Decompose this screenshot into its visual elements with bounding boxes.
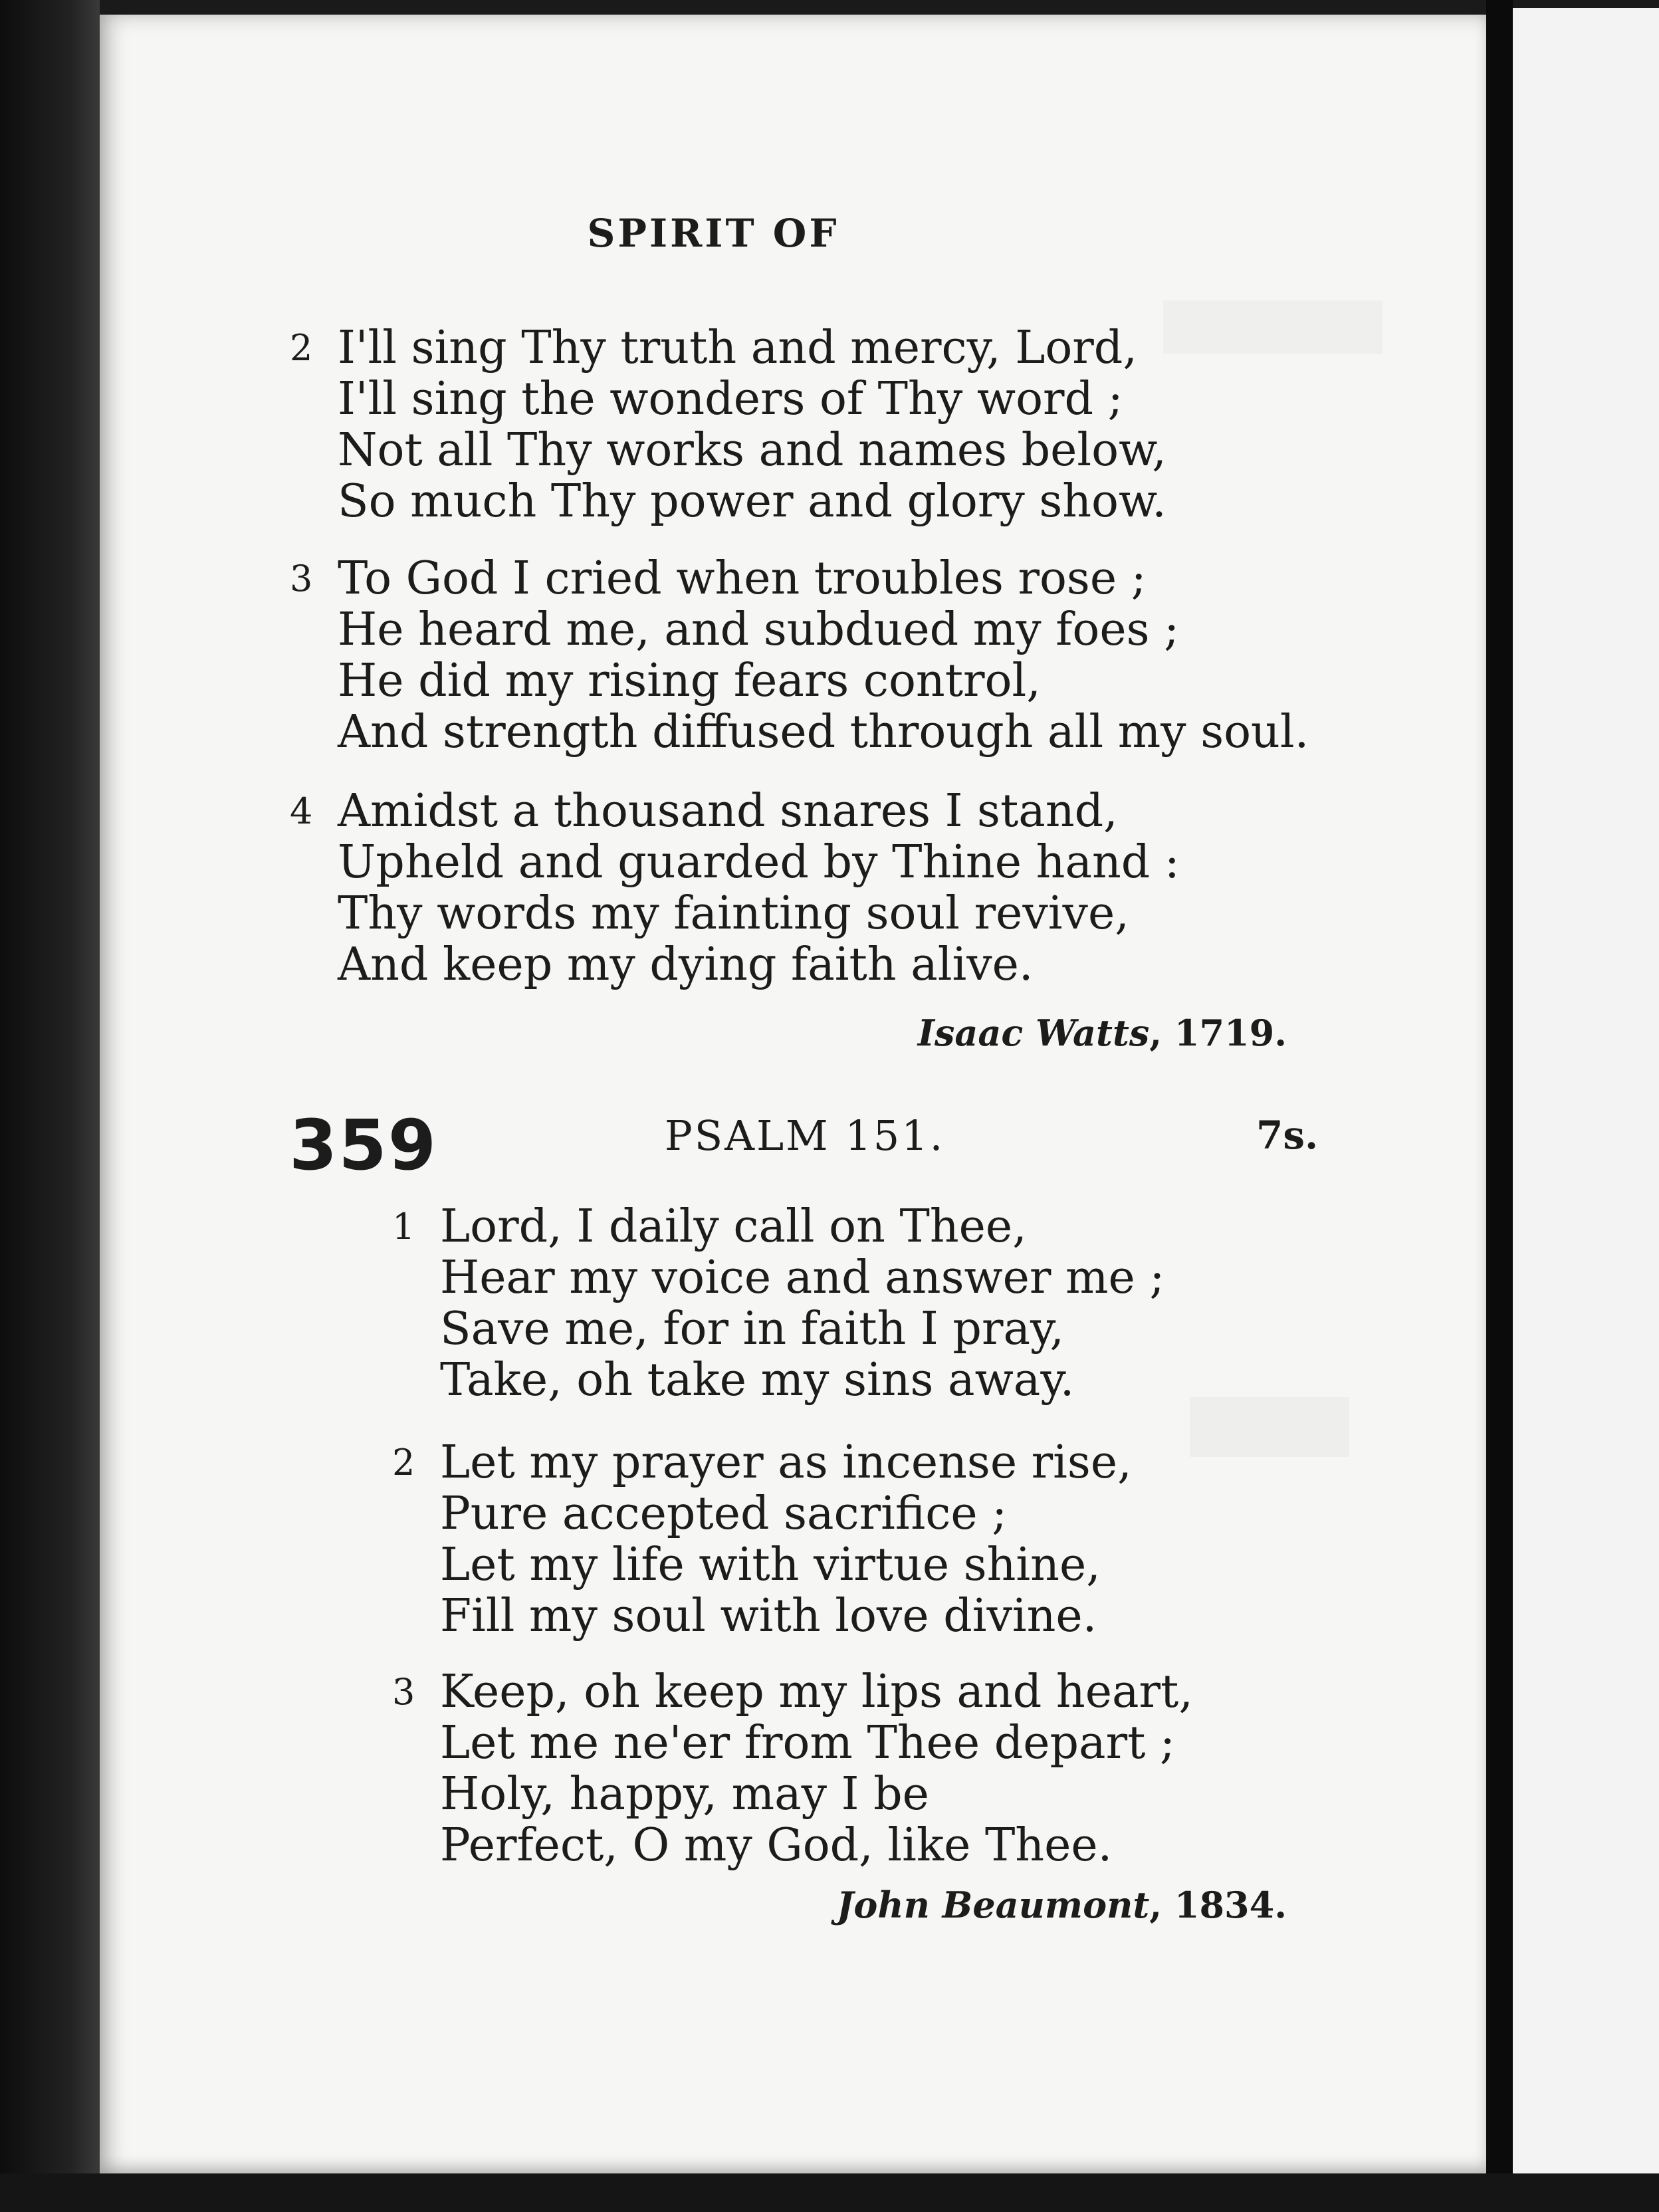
author-name: John Beaumont [836, 1884, 1150, 1926]
verse-line: And keep my dying faith alive. [338, 939, 1034, 991]
verse-line: Not all Thy works and names below, [338, 424, 1166, 477]
verse-line: Let my prayer as incense rise, [440, 1436, 1132, 1489]
verse-line: Holy, happy, may I be [440, 1768, 929, 1821]
verse-line: Take, oh take my sins away. [440, 1354, 1075, 1406]
show-through-block-2 [1190, 1397, 1349, 1457]
hymn-number: 359 [289, 1105, 438, 1186]
verse-3 [392, 1666, 1193, 1872]
verse-number: 4 [290, 790, 313, 832]
verse-2 [392, 1436, 1132, 1642]
verse-line: Upheld and guarded by Thine hand : [338, 836, 1180, 889]
author-year: , 1719. [1149, 1012, 1287, 1054]
verse-line: Lord, I daily call on Thee, [440, 1200, 1027, 1253]
verse-line: He heard me, and subdued my foes ; [338, 604, 1180, 656]
scan-bottom-edge [0, 2173, 1659, 2212]
verse-number: 3 [290, 558, 313, 600]
verse-line: I'll sing Thy truth and mercy, Lord, [338, 322, 1137, 374]
verse-4 [290, 785, 1180, 991]
author-year: , 1834. [1149, 1884, 1287, 1926]
verse-line: Pure accepted sacrifice ; [440, 1488, 1008, 1540]
verse-line: Let my life with virtue shine, [440, 1539, 1101, 1591]
verse-line: He did my rising fears control, [338, 655, 1041, 707]
book-gutter [1486, 0, 1513, 2212]
show-through-block-1 [1163, 300, 1382, 354]
verse-line: To God I cried when troubles rose ; [338, 552, 1147, 605]
verse-number: 1 [392, 1206, 415, 1248]
verse-line: Let me ne'er from Thee depart ; [440, 1717, 1175, 1769]
verse-number: 3 [392, 1671, 415, 1713]
facing-page-edge [1513, 8, 1659, 2195]
verse-line: So much Thy power and glory show. [338, 475, 1166, 528]
hymn-meter: 7s. [1256, 1113, 1319, 1158]
verse-number: 2 [392, 1442, 415, 1484]
verse-3 [290, 552, 1309, 758]
verse-1 [392, 1200, 1165, 1406]
verse-line: Save me, for in faith I pray, [440, 1303, 1064, 1355]
scan-left-edge [0, 0, 100, 2212]
verse-line: Keep, oh keep my lips and heart, [440, 1666, 1193, 1718]
verse-line: Perfect, O my God, like Thee. [440, 1819, 1113, 1872]
verse-line: And strength diffused through all my soul. [338, 706, 1309, 758]
verse-line: Amidst a thousand snares I stand, [338, 785, 1118, 837]
author-attribution [918, 1012, 1287, 1054]
running-head: SPIRIT OF [587, 211, 839, 256]
verse-line: Hear my voice and answer me ; [440, 1252, 1165, 1304]
verse-2 [290, 322, 1166, 528]
verse-line: Fill my soul with love divine. [440, 1590, 1097, 1642]
hymn-title: PSALM 151. [665, 1111, 945, 1160]
author-name: Isaac Watts [917, 1012, 1150, 1054]
verse-line: I'll sing the wonders of Thy word ; [338, 373, 1123, 425]
verse-number: 2 [290, 327, 313, 369]
verse-line: Thy words my fainting soul revive, [338, 887, 1129, 940]
author-attribution [837, 1884, 1287, 1926]
book-page [100, 15, 1486, 2173]
